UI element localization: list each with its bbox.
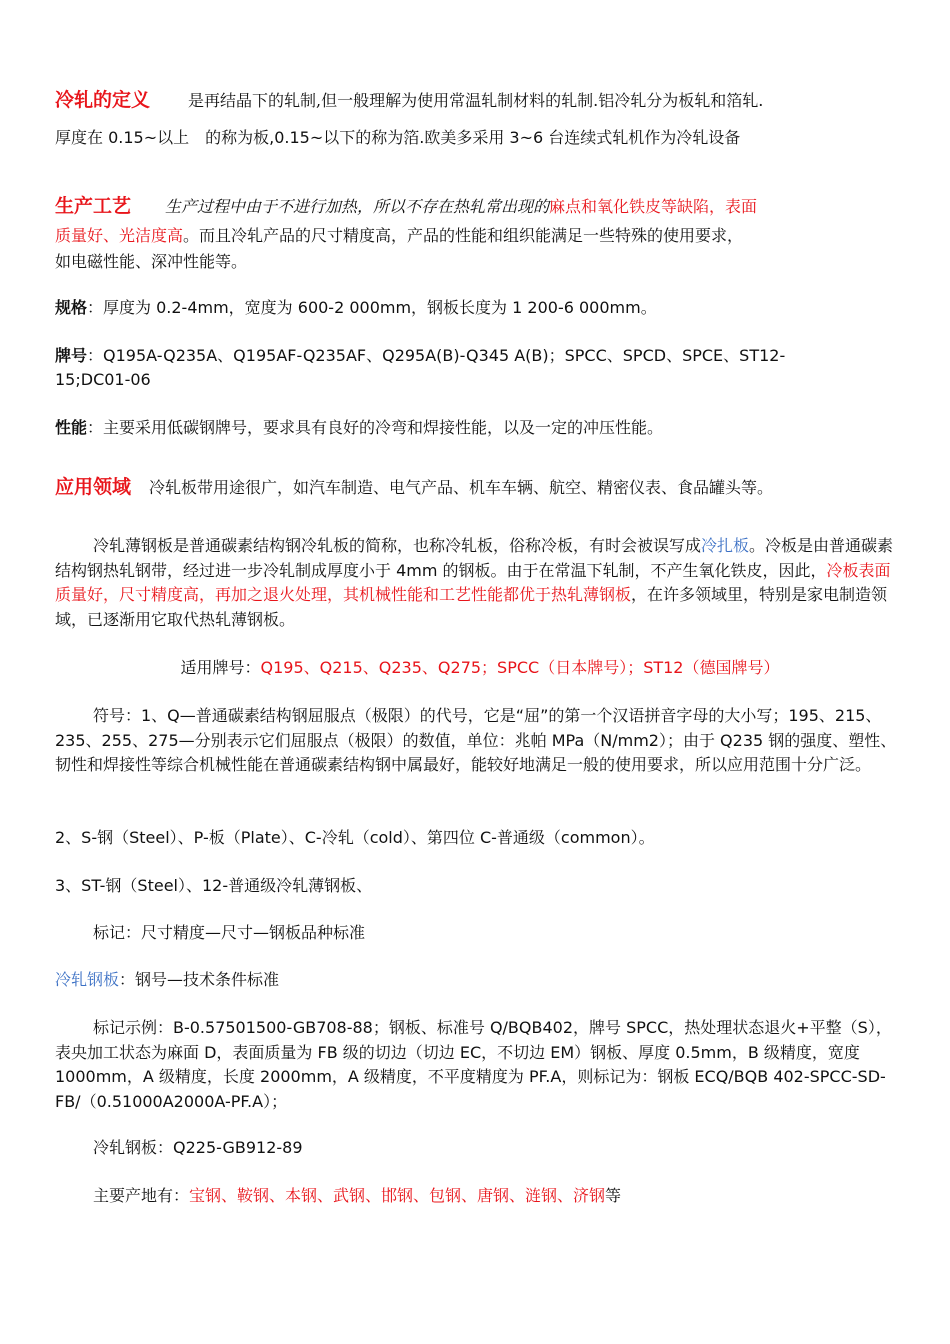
symbol-paragraph: 符号：1、Q—普通碳素结构钢屈服点（极限）的代号，它是“屈”的第一个汉语拼音字母的大小写；195、215、235、255、275—分别表示它们屈服点（极限）的数值，单位：兆帕 MPa（N/mm2）；由于 Q235 钢的强度、塑性、韧性和焊接性等综合机械性能在普通碳素结构钢中属最好，能较好地满足一般的使用要求，所以应用范围十分广泛。 <box>55 706 897 774</box>
origins-label: 主要产地有： <box>93 1186 190 1205</box>
paragraph-red-text: 冷板表面质量好，尺寸精度高，再加之退火处理，其机械性能和工艺性能都优于热轧薄钢板 <box>55 560 891 604</box>
origins-tail: 等 <box>605 1186 622 1205</box>
spec-text: ：厚度为 0.2-4mm，宽度为 600-2 000mm，钢板长度为 1 200-6 000mm。 <box>87 298 657 317</box>
performance-text: ：主要采用低碳钢牌号，要求具有良好的冷弯和焊接性能，以及一定的冲压性能。 <box>87 418 664 437</box>
mark-line: 标记：尺寸精度—尺寸—钢板品种标准 <box>93 923 366 942</box>
miswritten-term: 冷扎板 <box>701 536 750 555</box>
performance-label: 性能 <box>55 418 88 437</box>
grade-label: 牌号 <box>55 346 88 365</box>
spec-line <box>55 296 905 320</box>
applicable-grades: Q195、Q215、Q235、Q275；SPCC（日本牌号）；ST12（德国牌号） <box>260 658 780 677</box>
applicable-label: 适用牌号： <box>180 658 261 677</box>
cold-plate-line <box>55 968 905 992</box>
grade-line-2: 15;DC01-06 <box>55 370 151 389</box>
process-line-2 <box>55 224 905 248</box>
grade-line-1 <box>55 344 905 368</box>
paragraph-text-c: ，在许多领域里，特别是家电制造领域，已逐渐用它取代热轧薄钢板。 <box>55 585 888 629</box>
performance-line <box>55 416 905 440</box>
process-paragraph <box>55 186 905 227</box>
cold-plate-label: 冷轧钢板 <box>55 970 120 989</box>
definition-heading: 冷轧的定义 <box>55 89 151 111</box>
process-heading: 生产工艺 <box>55 195 132 217</box>
paragraph-text-a: 冷轧薄钢板是普通碳素结构钢冷轧板的简称，也称冷轧板，俗称冷板，有时会被误写成 <box>93 536 702 555</box>
origins-line <box>55 1184 905 1208</box>
standard-line: 冷轧钢板：Q225-GB912-89 <box>93 1138 303 1157</box>
definition-line-1 <box>55 88 905 113</box>
cold-plate-text: ：钢号—技术条件标准 <box>119 970 280 989</box>
paragraph-text-b: 。冷板是由普通碳素结构钢热轧钢带，经过进一步冷轧制成厚度小于 4mm 的钢板。由于在常温下轧制，不产生氧化铁皮，因此， <box>55 536 894 580</box>
process-red-text-2: 质量好、光洁度高 <box>55 226 184 245</box>
application-text: 冷轧板带用途很广，如汽车制造、电气产品、机车车辆、航空、精密仪表、食品罐头等。 <box>149 478 774 497</box>
process-line-3: 如电磁性能、深冲性能等。 <box>55 252 248 271</box>
application-line <box>55 475 905 500</box>
item-3-line: 3、ST-钢（Steel）、12-普通级冷轧薄钢板、 <box>55 876 373 895</box>
grade-text-1: ：Q195A-Q235A、Q195AF-Q235AF、Q295A(B)-Q345 A(B)；SPCC、SPCD、SPCE、ST12- <box>87 346 786 365</box>
marking-example-paragraph: 标记示例：B-0.57501500-GB708-88；钢板、标准号 Q/BQB402，牌号 SPCC，热处理状态退火+平整（S），表央加工状态为麻面 D，表面质量为 FB 级的切边（切边 EC，不切边 EM）钢板、厚度 0.5mm，B 级精度，宽度 1000mm，A 级精度，长度 2000mm，A 级精度，不平度精度为 PF.A，则标记为：钢板 ECQ/BQB 402-SPCC-SD-FB/（0.51000A2000A-PF.A）； <box>55 1018 892 1111</box>
process-red-text-1: 麻点和氧化铁皮等缺陷，表面 <box>549 197 758 216</box>
definition-line-2: 厚度在 0.15~以上 的称为板,0.15~以下的称为箔.欧美多采用 3~6 台连续式轧机作为冷轧设备 <box>55 128 741 147</box>
process-italic-text: 生产过程中由于不进行加热，所以不存在热轧常出现的 <box>165 197 550 216</box>
cold-sheet-paragraph <box>55 534 905 632</box>
applicable-grades-line <box>55 656 905 680</box>
process-rest-text-1: 。而且冷轧产品的尺寸精度高，产品的性能和组织能满足一些特殊的使用要求， <box>183 226 744 245</box>
application-heading: 应用领域 <box>55 476 132 498</box>
item-2-line: 2、S-钢（Steel）、P-板（Plate）、C-冷轧（cold）、第四位 C-普通级（common）。 <box>55 828 655 847</box>
spec-label: 规格 <box>55 298 88 317</box>
definition-text: 是再结晶下的轧制,但一般理解为使用常温轧制材料的轧制.铝冷轧分为板轧和箔轧. <box>188 91 764 110</box>
origins-list: 宝钢、鞍钢、本钢、武钢、邯钢、包钢、唐钢、涟钢、济钢 <box>189 1186 606 1205</box>
